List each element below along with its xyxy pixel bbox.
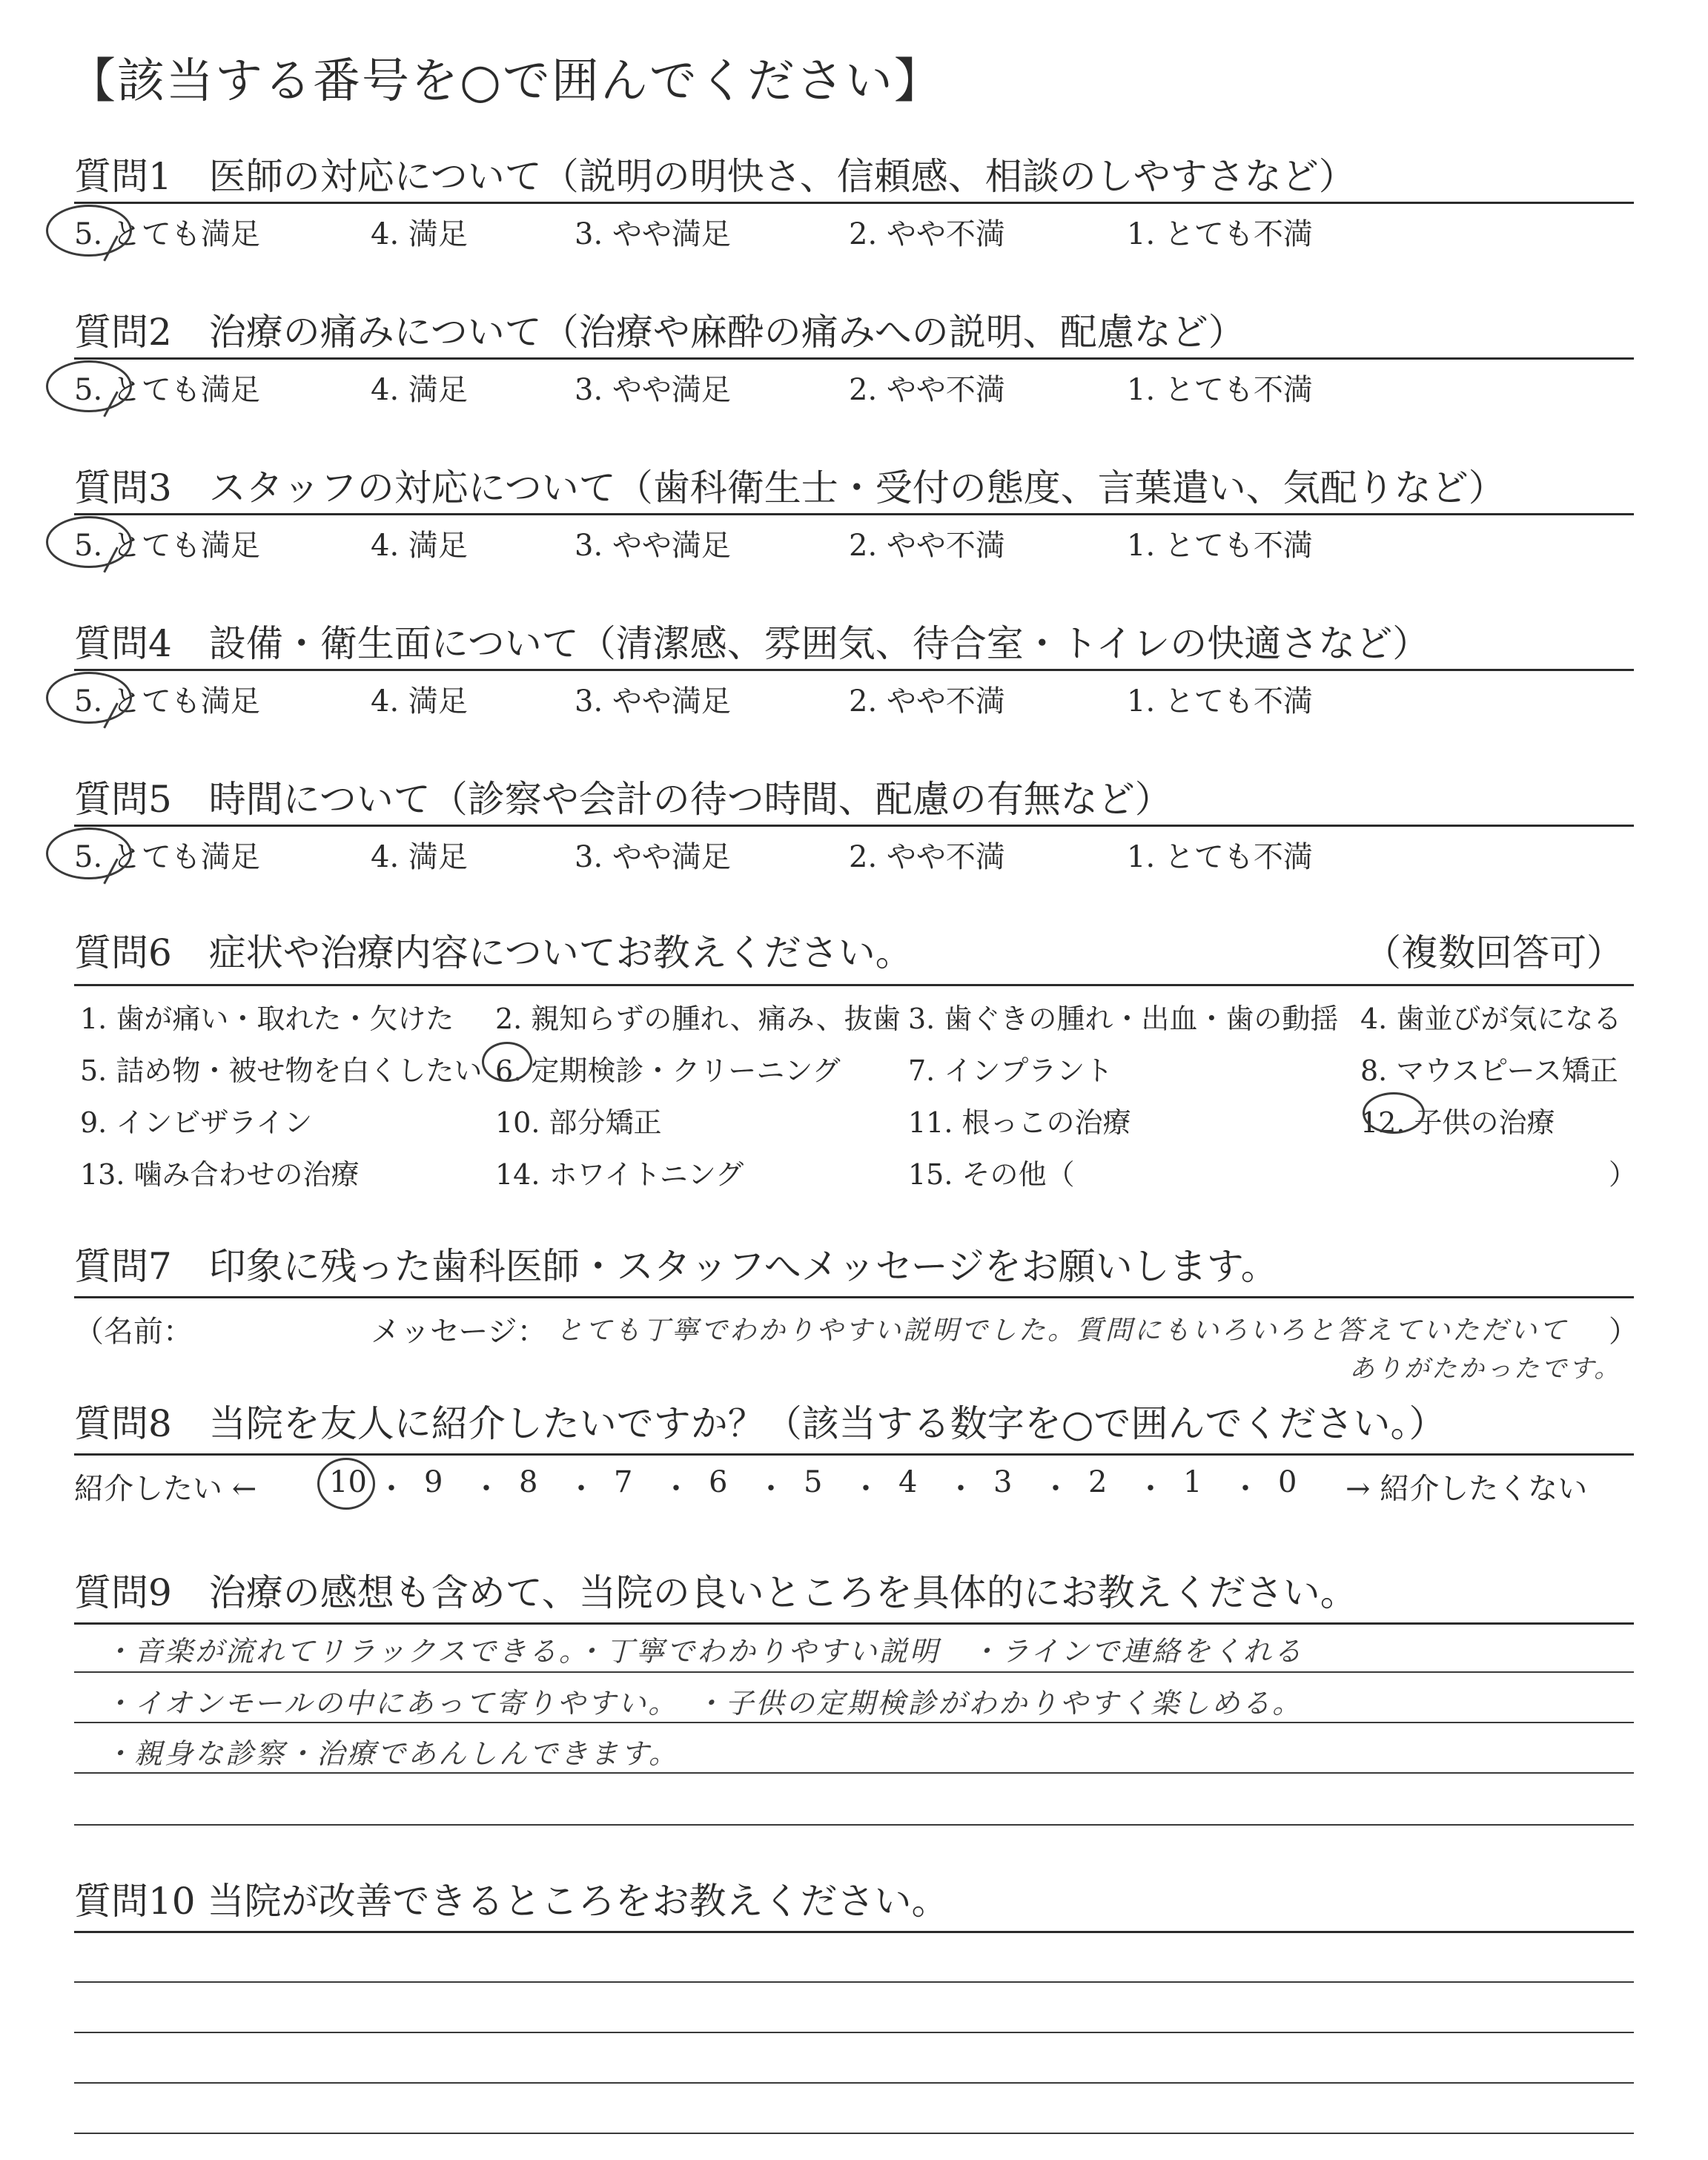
symptom-option[interactable]: 15. その他（ [908, 1158, 1075, 1191]
question-6-rule [74, 984, 1634, 986]
symptom-option[interactable]: 14. ホワイトニング [495, 1158, 744, 1191]
question-8-rule [74, 1453, 1634, 1456]
rating-option[interactable]: 2. やや不満 [849, 840, 1005, 874]
scale-separator: ・ [1231, 1472, 1260, 1506]
rating-option[interactable]: 1. とても不満 [1127, 373, 1313, 407]
question-4-rule [74, 669, 1634, 671]
question-1-rule [74, 202, 1634, 204]
page-title: 【該当する番号を○で囲んでください】 [68, 54, 943, 109]
other-close-paren: ） [1609, 1158, 1638, 1191]
symptom-option[interactable]: 1. 歯が痛い・取れた・欠けた [80, 1003, 454, 1035]
scale-value[interactable]: 6 [709, 1465, 728, 1499]
scale-separator: ・ [377, 1472, 406, 1506]
rating-option[interactable]: 4. 満足 [371, 529, 468, 563]
scale-value[interactable]: 1 [1183, 1465, 1202, 1499]
rating-option[interactable]: 3. やや満足 [575, 373, 731, 407]
selection-circle-10 [317, 1458, 375, 1510]
selection-circle [46, 516, 132, 568]
rating-option[interactable]: 4. 満足 [371, 217, 468, 251]
rating-option[interactable]: 3. やや満足 [575, 840, 731, 874]
symptom-option[interactable]: 9. インビザライン [80, 1106, 313, 1139]
writing-line [74, 1824, 1634, 1826]
question-9-title: 質問9 治療の感想も含めて、当院の良いところを具体的にお教えください。 [74, 1571, 1357, 1614]
question-9-rule [74, 1622, 1634, 1625]
question-2-title: 質問2 治療の痛みについて（治療や麻酔の痛みへの説明、配慮など） [74, 311, 1245, 354]
writing-line [74, 1722, 1634, 1723]
rating-option[interactable]: 2. やや不満 [849, 684, 1005, 719]
scale-separator: ・ [661, 1472, 691, 1506]
rating-option[interactable]: 3. やや満足 [575, 217, 731, 251]
scale-value[interactable]: 8 [519, 1465, 538, 1499]
message-line-1: とても丁寧でわかりやすい説明でした。質問にもいろいろと答えていただいて [556, 1315, 1569, 1346]
question-10-title: 質問10 当院が改善できるところをお教えください。 [74, 1880, 949, 1923]
question-2-rule [74, 357, 1634, 360]
selection-circle [46, 360, 132, 412]
scale-separator: ・ [946, 1472, 976, 1506]
question-6-title: 質問6 症状や治療内容についてお教えください。 [74, 931, 913, 974]
writing-line [74, 1981, 1634, 1983]
writing-line [74, 2133, 1634, 2134]
scale-value[interactable]: 10 [329, 1465, 367, 1499]
symptom-option[interactable]: 6. 定期検診・クリーニング [495, 1054, 841, 1087]
rating-option[interactable]: 2. やや不満 [849, 217, 1005, 251]
answer-line-3: ・親身な診察・治療であんしんできます。 [104, 1737, 679, 1770]
scale-separator: ・ [851, 1472, 881, 1506]
rating-option[interactable]: 4. 満足 [371, 684, 468, 719]
symptom-option[interactable]: 2. 親知らずの腫れ、痛み、抜歯 [495, 1003, 901, 1035]
question-3-title: 質問3 スタッフの対応について（歯科衛生士・受付の態度、言葉遣い、気配りなど） [74, 466, 1506, 509]
symptom-option[interactable]: 13. 噛み合わせの治療 [80, 1158, 360, 1191]
scale-value[interactable]: 7 [614, 1465, 633, 1499]
scale-separator: ・ [1136, 1472, 1165, 1506]
recommend-left-label: 紹介したい ← [74, 1472, 257, 1506]
question-7-title: 質問7 印象に残った歯科医師・スタッフへメッセージをお願いします。 [74, 1245, 1278, 1288]
symptom-option[interactable]: 7. インプラント [908, 1054, 1113, 1087]
rating-option[interactable]: 1. とても不満 [1127, 840, 1313, 874]
question-10-rule [74, 1931, 1634, 1933]
selection-circle-12 [1363, 1092, 1425, 1134]
scale-value[interactable]: 9 [424, 1465, 443, 1499]
message-close-paren: ） [1609, 1315, 1638, 1349]
question-4-title: 質問4 設備・衛生面について（清潔感、雰囲気、待合室・トイレの快適さなど） [74, 622, 1430, 665]
symptom-option[interactable]: 3. 歯ぐきの腫れ・出血・歯の動揺 [908, 1003, 1339, 1035]
writing-line [74, 1772, 1634, 1774]
rating-option[interactable]: 1. とても不満 [1127, 684, 1313, 719]
rating-option[interactable]: 5. とても満足 [74, 840, 260, 874]
symptom-option[interactable]: 10. 部分矯正 [495, 1106, 662, 1139]
question-1-title: 質問1 医師の対応について（説明の明快さ、信頼感、相談のしやすさなど） [74, 155, 1356, 198]
rating-option[interactable]: 2. やや不満 [849, 529, 1005, 563]
recommend-right-label: → 紹介したくない [1345, 1472, 1588, 1506]
rating-option[interactable]: 5. とても満足 [74, 217, 260, 251]
symptom-option[interactable]: 12. 子供の治療 [1360, 1106, 1555, 1139]
message-label: メッセージ： [371, 1315, 547, 1349]
symptom-option[interactable]: 8. マウスピース矯正 [1360, 1054, 1618, 1087]
question-7-rule [74, 1296, 1634, 1298]
question-5-title: 質問5 時間について（診察や会計の待つ時間、配慮の有無など） [74, 778, 1172, 821]
rating-option[interactable]: 3. やや満足 [575, 529, 731, 563]
writing-line [74, 1671, 1634, 1673]
symptom-option[interactable]: 5. 詰め物・被せ物を白くしたい [80, 1054, 483, 1087]
selection-circle [46, 828, 132, 879]
rating-option[interactable]: 5. とても満足 [74, 529, 260, 563]
question-5-rule [74, 825, 1634, 827]
selection-circle-6 [482, 1042, 532, 1082]
symptom-option[interactable]: 4. 歯並びが気になる [1360, 1003, 1622, 1035]
scale-value[interactable]: 2 [1088, 1465, 1108, 1499]
name-label: （名前： [74, 1315, 193, 1349]
rating-option[interactable]: 1. とても不満 [1127, 529, 1313, 563]
answer-line-2: ・イオンモールの中にあって寄りやすい。 ・子供の定期検診がわかりやすく楽しめる。 [104, 1687, 1303, 1720]
selection-circle [46, 205, 132, 257]
rating-option[interactable]: 1. とても不満 [1127, 217, 1313, 251]
scale-separator: ・ [566, 1472, 596, 1506]
scale-separator: ・ [471, 1472, 501, 1506]
question-6-note: （複数回答可） [1364, 931, 1623, 974]
scale-value[interactable]: 0 [1278, 1465, 1297, 1499]
selection-circle [46, 672, 132, 724]
rating-option[interactable]: 3. やや満足 [575, 684, 731, 719]
rating-option[interactable]: 5. とても満足 [74, 373, 260, 407]
question-3-rule [74, 513, 1634, 515]
rating-option[interactable]: 4. 満足 [371, 373, 468, 407]
message-line-2: ありがたかったです。 [1349, 1354, 1622, 1384]
scale-value[interactable]: 4 [898, 1465, 918, 1499]
scale-value[interactable]: 5 [804, 1465, 823, 1499]
answer-line-1: ・音楽が流れてリラックスできる。・丁寧でわかりやすい説明 ・ラインで連絡をくれる [104, 1635, 1304, 1668]
symptom-option[interactable]: 11. 根っこの治療 [908, 1106, 1131, 1139]
rating-option[interactable]: 4. 満足 [371, 840, 468, 874]
scale-separator: ・ [756, 1472, 786, 1506]
question-8-title: 質問8 当院を友人に紹介したいですか？（該当する数字を○で囲んでください。） [74, 1402, 1446, 1445]
scale-value[interactable]: 3 [993, 1465, 1013, 1499]
writing-line [74, 2082, 1634, 2084]
scale-separator: ・ [1041, 1472, 1070, 1506]
rating-option[interactable]: 5. とても満足 [74, 684, 260, 719]
writing-line [74, 2032, 1634, 2033]
rating-option[interactable]: 2. やや不満 [849, 373, 1005, 407]
